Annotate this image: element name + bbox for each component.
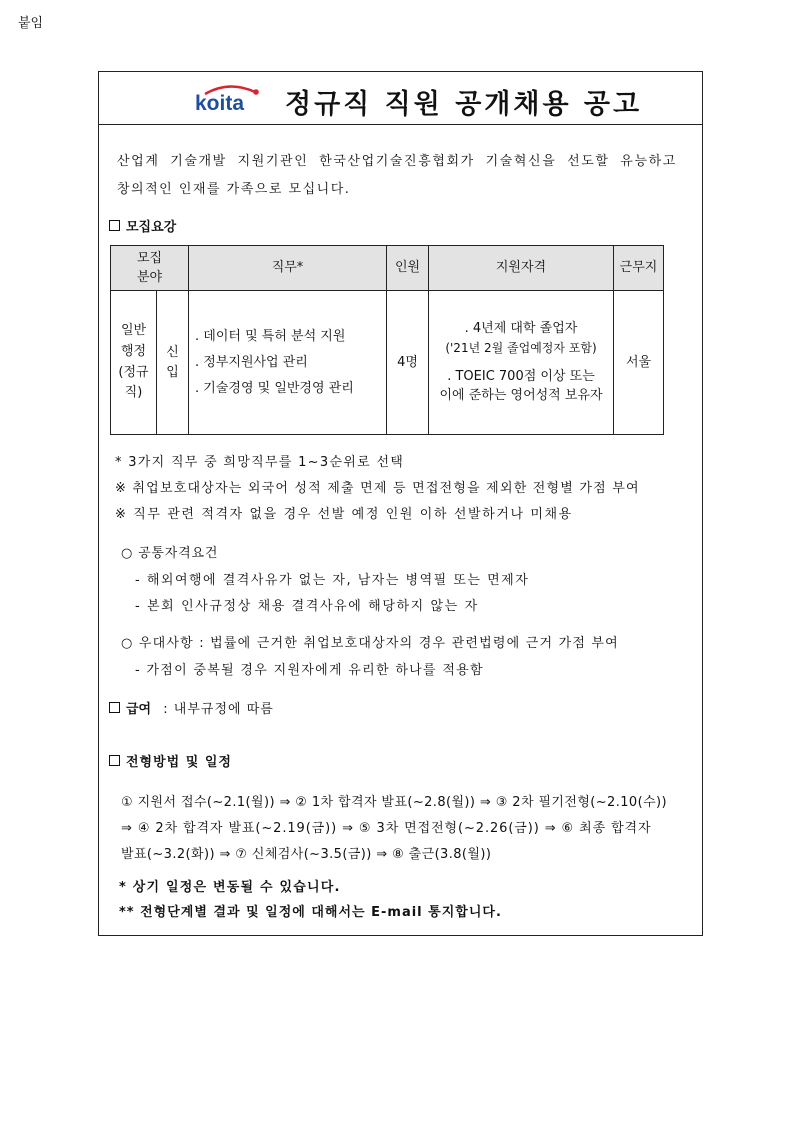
- header-location: 근무지: [614, 246, 664, 291]
- checkbox-square-icon: [109, 220, 120, 231]
- header-field: 모집 분야: [111, 246, 189, 291]
- duty-item: . 기술경영 및 일반경영 관리: [195, 380, 354, 396]
- qual-line: . 4년제 대학 졸업자: [464, 321, 578, 337]
- checkbox-square-icon: [109, 702, 120, 713]
- header-count: 인원: [387, 246, 429, 291]
- cell-field-sub: 신 입: [157, 291, 189, 435]
- attachment-label: 붙임: [18, 16, 44, 31]
- notice-frame: [98, 71, 703, 936]
- salary-label: 급여: [126, 702, 152, 717]
- common-item-1: - 해외여행에 결격사유가 없는 자, 남자는 병역필 또는 면제자: [135, 573, 530, 588]
- qual-line: ('21년 2월 졸업예정자 포함): [445, 340, 597, 355]
- header-duty: 직무*: [189, 246, 387, 291]
- note-2: ※ 취업보호대상자는 외국어 성적 제출 면제 등 면접전형을 제외한 전형별 가점 부여: [115, 481, 640, 496]
- footnote-2: ** 전형단계별 결과 및 일정에 대해서는 E-mail 통지합니다.: [119, 905, 502, 920]
- preference-item: - 가점이 중복될 경우 지원자에게 유리한 하나를 적용함: [135, 663, 484, 678]
- cell-qualification: [429, 291, 614, 435]
- common-item-2: - 본회 인사규정상 채용 결격사유에 해당하지 않는 자: [135, 599, 479, 614]
- cell-location: 서울: [614, 291, 664, 435]
- preference-heading: ○ 우대사항 : 법률에 근거한 취업보호대상자의 경우 관련법령에 근거 가점 부여: [121, 636, 619, 651]
- salary-value: : 내부규정에 따름: [163, 702, 274, 717]
- logo-text: koita: [195, 92, 245, 114]
- intro-line-1: 산업계 기술개발 지원기관인 한국산업기술진흥협회가 기술혁신을 선도할 유능하고: [117, 154, 677, 169]
- section-recruit-label: 모집요강: [126, 220, 177, 235]
- notice-header: [99, 72, 702, 125]
- note-3: ※ 직무 관련 적격자 없을 경우 선발 예정 인원 이하 선발하거나 미채용: [115, 507, 573, 522]
- koita-logo: [193, 80, 265, 114]
- schedule-line-1: ① 지원서 접수(~2.1(월)) ⇒ ② 1차 합격자 발표(~2.8(월)) ⇒ ③ 2차 필기전형(~2.10(수)): [121, 795, 667, 810]
- cell-count: 4명: [387, 291, 429, 435]
- common-heading: ○ 공통자격요건: [121, 546, 219, 561]
- schedule-line-2: ⇒ ④ 2차 합격자 발표(~2.19(금)) ⇒ ⑤ 3차 면접전형(~2.26(금)) ⇒ ⑥ 최종 합격자: [121, 821, 652, 836]
- recruit-table: [110, 245, 664, 435]
- footnote-1: * 상기 일정은 변동될 수 있습니다.: [119, 880, 341, 895]
- intro-line-2: 창의적인 인재를 가족으로 모십니다.: [117, 182, 351, 197]
- note-1: * 3가지 직무 중 희망직무를 1~3순위로 선택: [115, 455, 405, 470]
- section-salary: [109, 698, 274, 717]
- duty-item: . 데이터 및 특허 분석 지원: [195, 328, 346, 344]
- schedule-line-3: 발표(~3.2(화)) ⇒ ⑦ 신체검사(~3.5(금)) ⇒ ⑧ 출근(3.8(월)): [121, 847, 492, 862]
- section-process-label: 전형방법 및 일정: [126, 755, 232, 770]
- page-title: 정규직 직원 공개채용 공고: [285, 89, 643, 120]
- qual-line: . TOEIC 700점 이상 또는: [447, 368, 595, 384]
- cell-duties: [189, 291, 387, 435]
- section-process: [109, 751, 232, 770]
- checkbox-square-icon: [109, 755, 120, 766]
- cell-field-main: 일반 행정 (정규직): [111, 291, 157, 435]
- section-recruit: [109, 216, 176, 235]
- qual-line: 이에 준하는 영어성적 보유자: [439, 388, 603, 404]
- duty-item: . 정부지원사업 관리: [195, 354, 308, 370]
- header-qualification: 지원자격: [429, 246, 614, 291]
